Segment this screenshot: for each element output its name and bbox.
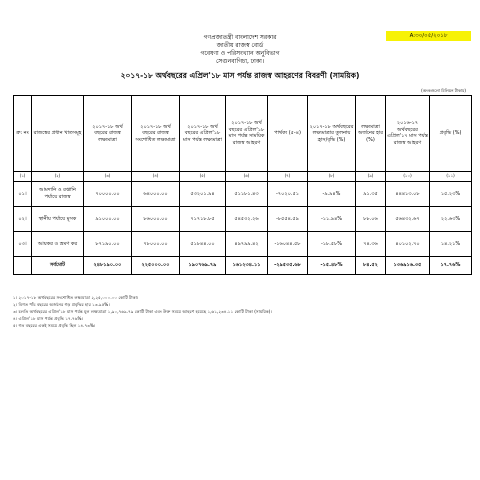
table-cell: স্থানীয় পর্যায়ে মূসক xyxy=(32,206,84,231)
table-cell: ৮৬০০০.০০ xyxy=(132,206,180,231)
footnote: ৫। গত বছরের একই সময়ে প্রবৃদ্ধি ছিল ১৪.৭৩%। xyxy=(13,323,96,328)
table-cell: ০৩। xyxy=(14,232,32,257)
column-number: (১১) xyxy=(430,171,472,181)
revenue-table xyxy=(13,95,472,275)
column-header: লক্ষ্যমাত্রা অর্জনের হার (%) xyxy=(356,96,386,172)
header-government: গণপ্রজাতন্ত্রী বাংলাদেশ সরকার xyxy=(203,34,277,41)
table-total-row xyxy=(14,257,472,275)
footnotes xyxy=(13,294,453,329)
table-cell: ৫১১৮১.৪৩ xyxy=(226,181,268,206)
table-cell: আয়কর ও ভ্রমণ কর xyxy=(32,232,84,257)
table-cell: ৭৪.৩৬ xyxy=(356,232,386,257)
table-cell: ০১। xyxy=(14,181,32,206)
table-cell: ২২৫০০০.০০ xyxy=(132,257,180,275)
table-cell: ৪০১০২.৭০ xyxy=(386,232,430,257)
table-row xyxy=(14,181,472,206)
table-cell: ২২.৬৩% xyxy=(430,206,472,231)
table-row xyxy=(14,206,472,231)
table-cell: ৭৮০০০.০০ xyxy=(132,232,180,257)
document-title: ২০১৭-১৮ অর্থবছরের এপ্রিল'১৮ মাস পর্যন্ত রাজস্ব আহরণের বিবরণী (সাময়িক) xyxy=(120,71,360,80)
table-cell: ৭১৭১৮.৮৫ xyxy=(180,206,226,231)
column-header: ২০১৬-১৭ অর্থবছরের এপ্রিল'১৭ মাস পর্যন্ত রাজস্ব আহরণ xyxy=(386,96,430,172)
table-cell: ৫৬৪৩২.৬৭ xyxy=(386,206,430,231)
footnote: ১। ২০১৭-১৮ অর্থবছরের সংশোধিত লক্ষ্যমাত্রা ২,২৫,০০০.০০ কোটি টাকা। xyxy=(13,295,139,300)
table-cell: -৮৫৫৪.৫৯ xyxy=(268,206,308,231)
date-stamp: A:৩০/০৫/২০১৮ xyxy=(386,31,471,41)
table-cell: ৮৮.০৬ xyxy=(356,206,386,231)
table-cell: ৮৭১৯০.০০ xyxy=(84,232,132,257)
table-cell: ৫৪৫৩২.২৬ xyxy=(226,206,268,231)
table-cell: -১৫.৪৮% xyxy=(308,257,356,275)
column-header: প্রবৃদ্ধি (%) xyxy=(430,96,472,172)
column-header: ২০১৭-১৮ অর্থ বছরের এপ্রিল'১৮ মাস পর্যন্ত সাময়িক রাজস্ব আহরণ xyxy=(226,96,268,172)
table-cell: -২৯৫৩৫.৬৮ xyxy=(268,257,308,275)
column-number: (৪) xyxy=(132,171,180,181)
table-cell: ৫৩২০১.৯৪ xyxy=(180,181,226,206)
table-cell: আমদানি ও রপ্তানি পর্যায়ে রাজস্ব xyxy=(32,181,84,206)
table-cell: ৬৪০০০.০০ xyxy=(132,181,180,206)
column-header: ২০১৭-১৮ অর্থ বছরের রাজস্ব সংশোধিত লক্ষ্যমাত্রা xyxy=(132,96,180,172)
table-cell: ৪৪৪১৩.০৮ xyxy=(386,181,430,206)
table-row xyxy=(14,232,472,257)
table-cell: ১৯০৭৬৯.৭৯ xyxy=(180,257,226,275)
footnote: ৪। এপ্রিল'১৮ মাস পর্যন্ত প্রবৃদ্ধি ১৭.৭৬%। xyxy=(13,316,83,321)
column-header: পার্থক্য (৫-৪) xyxy=(268,96,308,172)
table-header-row xyxy=(14,96,472,172)
table-cell: ৪৯৭৯৯.৪২ xyxy=(226,232,268,257)
table-cell: -১১.৯৪% xyxy=(308,206,356,231)
column-number: (১) xyxy=(14,171,32,181)
column-number: (৭) xyxy=(268,171,308,181)
total-label: সর্বমোট xyxy=(32,257,84,275)
header-address: সেগুনবাগিচা, ঢাকা। xyxy=(215,58,265,65)
table-cell: ১৩৬৯১৬.৩৫ xyxy=(386,257,430,275)
column-number: (৬) xyxy=(226,171,268,181)
column-number: (৫) xyxy=(180,171,226,181)
column-number-row xyxy=(14,171,472,181)
column-number: (২) xyxy=(32,171,84,181)
header-board: জাতীয় রাজস্ব বোর্ড xyxy=(216,42,264,49)
table-cell: ১৫.২৩% xyxy=(430,181,472,206)
header-division: গবেষণা ও পরিসংখ্যান অনুবিভাগ xyxy=(200,50,280,57)
column-header: ২০১৭-১৮ অর্থ বছরের এপ্রিল'১৮ মাস পর্যন্ত লক্ষ্যমাত্রা xyxy=(180,96,226,172)
column-header: ২০১৭-১৮ অর্থ বছরের রাজস্ব লক্ষ্যমাত্রা xyxy=(84,96,132,172)
table-cell: ৯১.৩৫ xyxy=(356,181,386,206)
table-cell: ৮৪.৫২ xyxy=(356,257,386,275)
column-number: (৩) xyxy=(84,171,132,181)
table-cell: ১৪.২১% xyxy=(430,232,472,257)
table-cell: ০২। xyxy=(14,206,32,231)
column-number: (৮) xyxy=(308,171,356,181)
table-cell: ৭০০০০.০০ xyxy=(84,181,132,206)
table-cell: -১৮.৫৮% xyxy=(308,232,356,257)
table-cell xyxy=(14,257,32,275)
table-cell: ৯১০০০.০০ xyxy=(84,206,132,231)
column-header: ২০১৭-১৮ অর্থবছরের লক্ষ্যমাত্রার তুলনায় হ্রাস/বৃদ্ধি (%) xyxy=(308,96,356,172)
table-cell: ১৬১২৩৪.১১ xyxy=(226,257,268,275)
column-header: ক্র: নং xyxy=(14,96,32,172)
table-cell: -৯.৯৪% xyxy=(308,181,356,206)
table-cell: ৫১৮৪৪.০০ xyxy=(180,232,226,257)
unit-note: (অংকগুলো মিলিয়ন টাকায়) xyxy=(421,88,466,93)
table-cell: ১৭.৭৬% xyxy=(430,257,472,275)
footnote: ৩। চলতি অর্থবছরের এপ্রিল'১৮ মাস পর্যন্ত মূল লক্ষ্যমাত্রা ১,৯০,৭৬৯.৭৯ কোটি টাকা এবং উক্ত সময়ে আহরণ হয়েছে ১,৬১,২৩৪.১১ কোটি টাকা (সাময়িক)। xyxy=(13,309,272,314)
footnote: ২। বিগত পাঁচ বছরের অর্জনের গড় প্রবৃদ্ধির হার ১৩.৯৫%। xyxy=(13,302,110,307)
table-cell: ২৪৮১৯০.০০ xyxy=(84,257,132,275)
table-cell: -৭০২০.৫১ xyxy=(268,181,308,206)
column-header: রাজস্বের প্রধান খাতসমূহ xyxy=(32,96,84,172)
column-number: (৯) xyxy=(356,171,386,181)
table-cell: -১৬০৪৪.৫৮ xyxy=(268,232,308,257)
column-number: (১০) xyxy=(386,171,430,181)
